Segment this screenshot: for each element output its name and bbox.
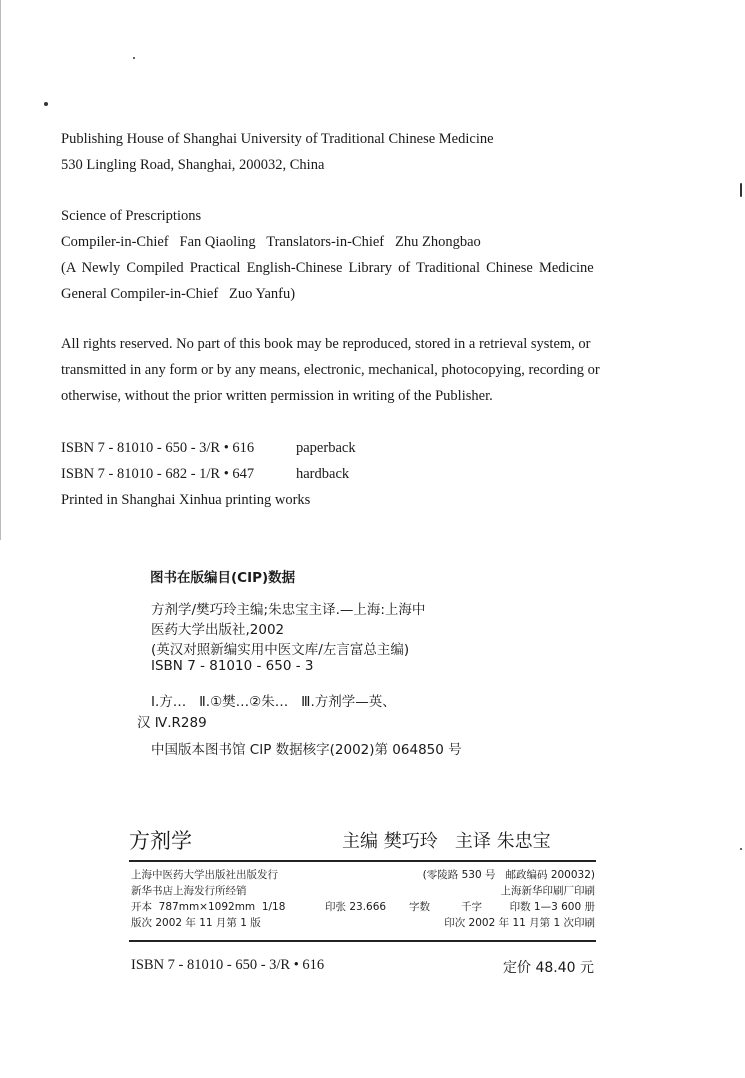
colophon-sheets: 印张 23.666 xyxy=(325,901,387,913)
cip-heading: 图书在版编目(CIP)数据 xyxy=(150,570,296,586)
colophon-words: 字数 xyxy=(409,901,430,913)
cip-verification: 中国版本图书馆 CIP 数据核字(2002)第 064850 号 xyxy=(151,742,462,758)
colophon-row-4 xyxy=(131,916,595,930)
cip-line3: (英汉对照新编实用中医文库/左言富总主编) xyxy=(151,642,410,658)
scan-edge xyxy=(0,0,1,540)
rights-line1: All rights reserved. No part of this book may be reproduced, stored in a retrieval system, or xyxy=(61,336,591,352)
rights-line2: transmitted in any form or by any means, electronic, mechanical, photocopying, recording or xyxy=(61,362,600,378)
colophon-address: (零陵路 530 号 邮政编码 200032) xyxy=(422,869,595,881)
isbn-paperback-label: paperback xyxy=(296,440,356,456)
colophon-thousand-words: 千字 xyxy=(461,901,482,913)
english-publisher: Publishing House of Shanghai University of Traditional Chinese Medicine xyxy=(61,131,494,147)
colophon-publisher: 上海中医药大学出版社出版发行 xyxy=(131,869,278,881)
colophon-distributor: 新华书店上海发行所经销 xyxy=(131,885,247,897)
cip-line2: 医药大学出版社,2002 xyxy=(151,622,285,638)
colophon-bottom-rule xyxy=(129,940,596,942)
isbn-paperback: ISBN 7 - 81010 - 650 - 3/R • 616 xyxy=(61,440,255,456)
scan-speck xyxy=(740,183,742,197)
colophon-edition: 版次 2002 年 11 月第 1 版 xyxy=(131,917,261,929)
colophon-row-1 xyxy=(131,868,595,882)
colophon-printer: 上海新华印刷厂印刷 xyxy=(500,885,595,897)
cip-line1: 方剂学/樊巧玲主编;朱忠宝主译.—上海:上海中 xyxy=(151,602,426,618)
colophon-editors: 主编 樊巧玲 主译 朱忠宝 xyxy=(342,831,551,852)
colophon-impression: 印次 2002 年 11 月第 1 次印刷 xyxy=(444,917,595,929)
colophon-row-2 xyxy=(131,884,595,898)
cip-classification-line2: 汉 Ⅳ.R289 xyxy=(137,715,207,731)
printer-line: Printed in Shanghai Xinhua printing works xyxy=(61,492,311,508)
english-credits: Compiler-in-Chief Fan Qiaoling Translators-in-Chief Zhu Zhongbao xyxy=(61,234,481,250)
english-address: 530 Lingling Road, Shanghai, 200032, China xyxy=(61,157,325,173)
scan-speck xyxy=(133,57,135,59)
english-book-title: Science of Prescriptions xyxy=(61,208,202,224)
cip-classification-line1: Ⅰ.方… Ⅱ.①樊…②朱… Ⅲ.方剂学—英、 xyxy=(151,694,396,710)
colophon-isbn: ISBN 7 - 81010 - 650 - 3/R • 616 xyxy=(131,957,325,973)
isbn-hardback: ISBN 7 - 81010 - 682 - 1/R • 647 xyxy=(61,466,255,482)
colophon-print-run: 印数 1—3 600 册 xyxy=(509,901,595,913)
cip-isbn: ISBN 7 - 81010 - 650 - 3 xyxy=(151,658,314,674)
isbn-hardback-label: hardback xyxy=(296,466,350,482)
colophon-format: 开本 787mm×1092mm 1/18 xyxy=(131,901,286,913)
scan-speck xyxy=(44,102,48,106)
english-series-line2: General Compiler-in-Chief Zuo Yanfu) xyxy=(61,286,296,302)
rights-line3: otherwise, without the prior written permission in writing of the Publisher. xyxy=(61,388,493,404)
english-series-line1: (A Newly Compiled Practical English-Chinese Library of Traditional Chinese Medicine xyxy=(61,260,594,276)
colophon-top-rule xyxy=(129,860,596,862)
colophon-row-3 xyxy=(131,900,595,914)
colophon-title: 方剂学 xyxy=(129,829,192,853)
scan-speck xyxy=(740,848,742,850)
colophon-price: 定价 48.40 元 xyxy=(503,960,594,976)
